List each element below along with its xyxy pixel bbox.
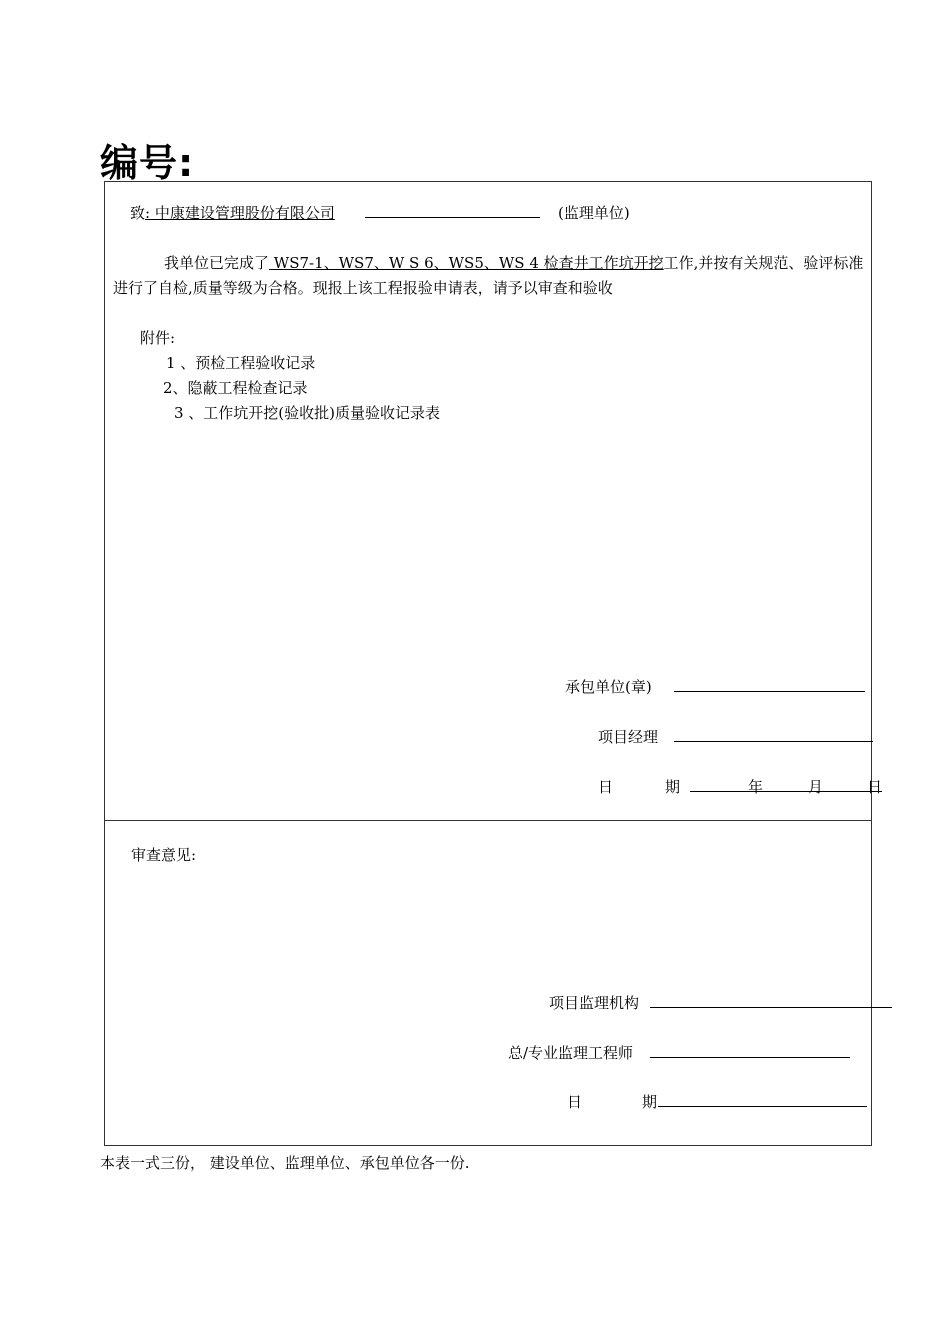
form-frame (104, 181, 872, 1146)
attachments-label: 附件: (140, 329, 176, 347)
engineer-signature-line (650, 1057, 850, 1058)
date-day: 日 (867, 778, 883, 796)
review-date-label-ri: 日 (567, 1093, 583, 1111)
to-company: : 中康建设管理股份有限公司 (145, 204, 335, 222)
body-line-1 (164, 252, 863, 273)
body-rest: 工作,并按有关规范、验评标准 (663, 254, 864, 272)
date-year: 年 (748, 778, 764, 796)
contractor-label: 承包单位(章) (565, 678, 652, 696)
body-line-2: 进行了自检,质量等级为合格。现报上该工程报验申请表，请予以审查和验收 (113, 279, 613, 297)
to-suffix: (监理单位) (558, 204, 630, 222)
agency-label: 项目监理机构 (549, 994, 640, 1012)
date-label-qi: 期 (665, 778, 681, 796)
agency-signature-line (650, 1007, 892, 1008)
to-label: 致 (130, 204, 146, 222)
review-opinion-label: 审查意见: (131, 846, 197, 864)
footer-note: 本表一式三份， 建设单位、监理单位、承包单位各一份. (100, 1154, 470, 1172)
attachment-item: 1 、预检工程验收记录 (166, 354, 316, 372)
date-month: 月 (808, 778, 824, 796)
to-line (130, 202, 335, 223)
review-date-underline (658, 1106, 867, 1107)
attachment-item: 2、隐蔽工程检查记录 (163, 379, 308, 397)
manager-label: 项目经理 (598, 728, 659, 746)
body-work-items: WS7-1、WS7、W S 6、WS5、WS 4 检查井工作坑开挖 (269, 254, 664, 272)
section-divider (104, 820, 872, 821)
document-number-label: 编号: (100, 141, 195, 185)
to-company-underline (365, 217, 540, 218)
contractor-signature-line (674, 691, 865, 692)
attachment-item: 3 、工作坑开挖(验收批)质量验收记录表 (174, 404, 441, 422)
date-underline (690, 791, 882, 792)
date-label-ri: 日 (598, 778, 614, 796)
review-date-label-qi: 期 (642, 1093, 658, 1111)
manager-signature-line (674, 741, 873, 742)
body-prefix: 我单位已完成了 (164, 254, 270, 272)
engineer-label: 总/专业监理工程师 (508, 1044, 634, 1062)
